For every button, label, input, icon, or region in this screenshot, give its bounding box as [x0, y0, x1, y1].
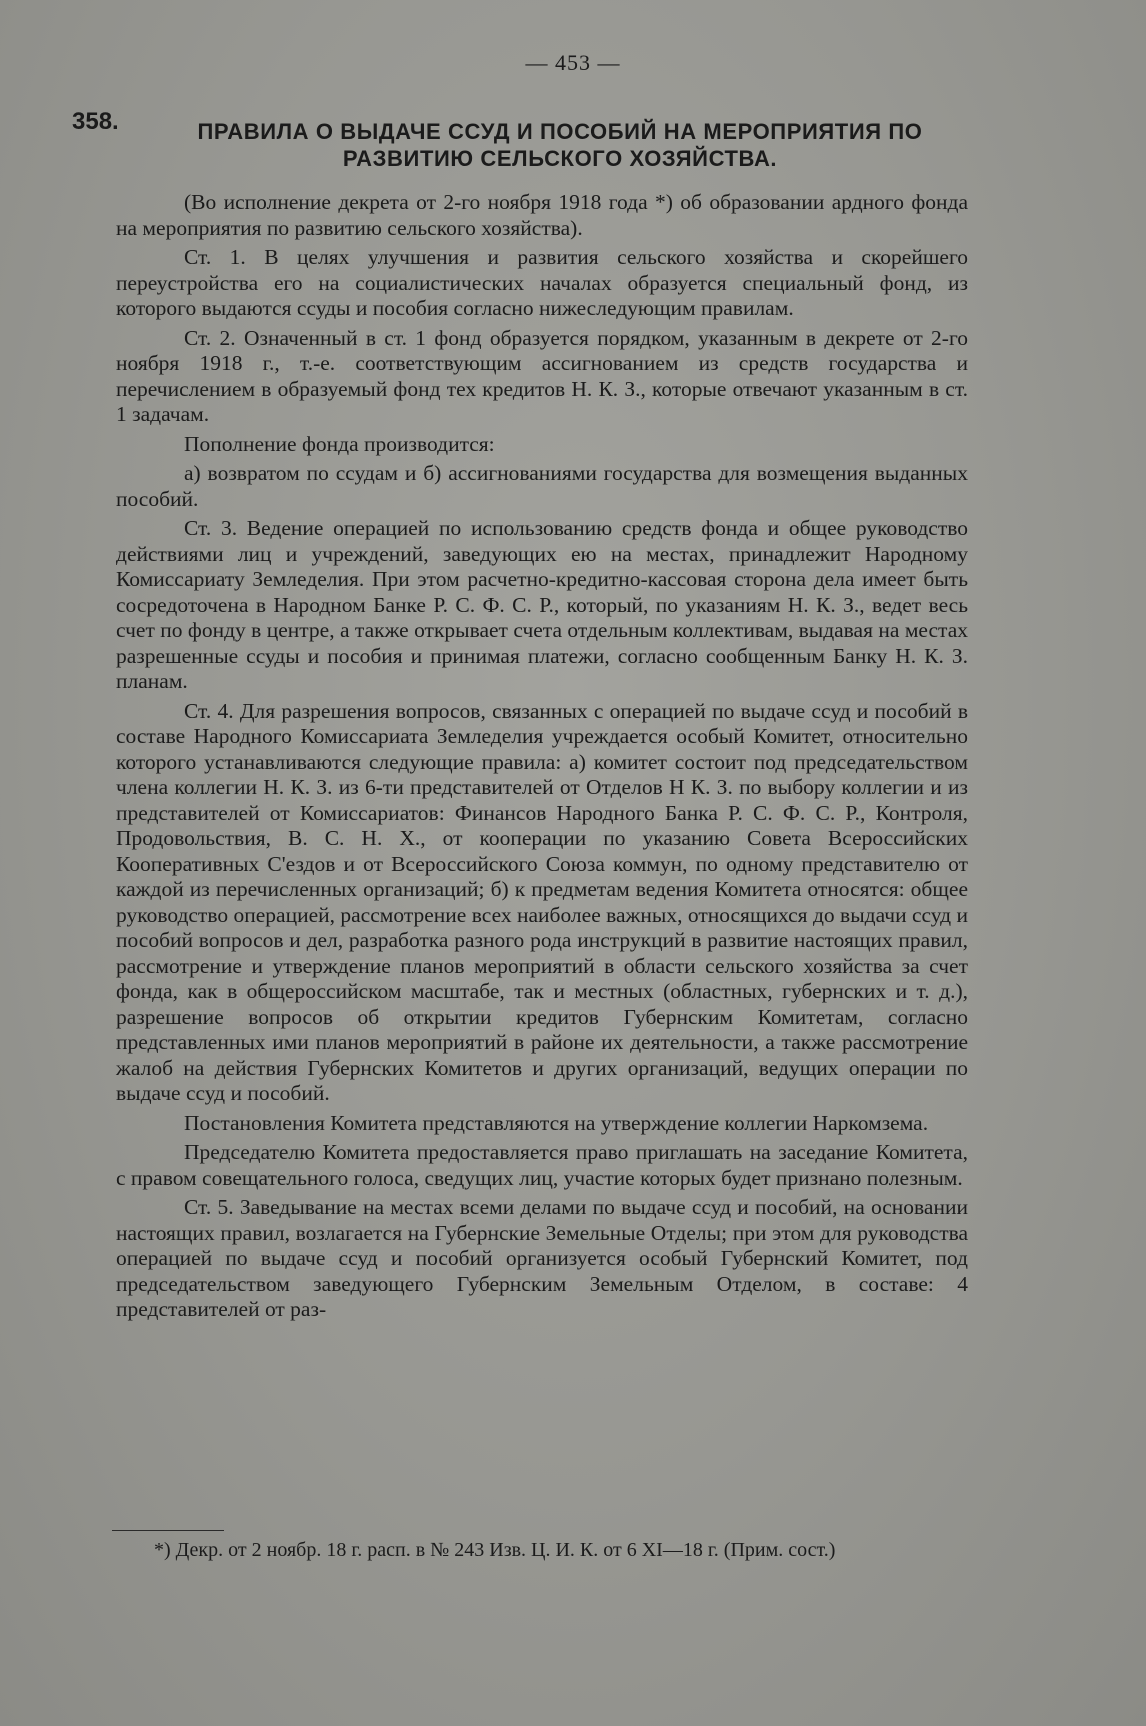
document-title [150, 118, 970, 172]
document-number: 358. [72, 108, 119, 135]
fund-replenishment-items-paragraph: а) возвратом по ссудам и б) ассигнованиями государства для возмещения выданных пособий. [116, 461, 968, 511]
document-body [116, 190, 968, 1327]
committee-resolutions-paragraph: Постановления Комитета представляются на утверждение коллегии Наркомзема. [184, 1110, 929, 1135]
page-number: — 453 — [525, 50, 621, 75]
chairman-rights-paragraph: Председателю Комитета предоставляется право приглашать на заседание Комитета, с правом совещательного голоса, сведущих лиц, участие которых будет признано полезным. [116, 1140, 968, 1190]
article-1-paragraph: Ст. 1. В целях улучшения и развития сельского хозяйства и скорейшего переустройства его на социалистических началах образуется специальный фонд, из которого выдаются ссуды и пособия согласно нижеследующим правилам. [116, 245, 968, 320]
preamble-paragraph: (Во исполнение декрета от 2-го ноября 1918 года *) об образовании ардного фонда на мероприятия по развитию сельского хозяйства). [116, 190, 968, 240]
document-title-line-1: ПРАВИЛА О ВЫДАЧЕ ССУД И ПОСОБИЙ НА МЕРОПРИЯТИЯ ПО [197, 119, 923, 144]
article-3-paragraph: Ст. 3. Ведение операцией по использованию средств фонда и общее руководство действиями лиц и учреждений, заведующих ею на местах, принадлежит Народному Комиссариату Земледелия. При этом расчетно-кредитно-кассовая сторона дела имеет быть сосредоточена в Народном Банке Р. С. Ф. С. Р., который, по указаниям Н. К. З., ведет весь счет по фонду в центре, а также открывает счета отдельным коллективам, выдавая на местах разрешенные ссуды и пособия и принимая платежи, согласно сообщенным Банку Н. К. З. планам. [116, 516, 968, 693]
fund-replenishment-paragraph: Пополнение фонда производится: [184, 431, 495, 456]
document-title-line-2: РАЗВИТИЮ СЕЛЬСКОГО ХОЗЯЙСТВА. [342, 146, 778, 171]
article-4-paragraph: Ст. 4. Для разрешения вопросов, связанных с операцией по выдаче ссуд и пособий в составе Народного Комиссариата Земледелия учреждается особый Комитет, относительно которого устанавливаются следующие правила: а) комитет состоит под председательством члена коллегии Н. К. З. из 6-ти представителей от Отделов Н К. З. по выбору коллегии и из представителей от Комиссариатов: Финансов Народного Банка Р. С. Ф. С. Р., Контроля, Продовольствия, В. С. Н. Х., от кооперации по указанию Совета Всероссийских Кооперативных С'ездов и от Всероссийского Союза коммун, по одному представителю от каждой из перечисленных организаций; б) к предметам ведения Комитета относятся: общее руководство операцией, рассмотрение всех наиболее важных, относящихся до выдачи ссуд и пособий вопросов и дел, разработка разного рода инструкций в развитие настоящих правил, рассмотрение и утверждение планов мероприятий в области сельского хозяйства за счет фонда, как в общероссийском масштабе, так и местных (областных, губернских и т. д.), разрешение вопросов об открытии кредитов Губернским Комитетам, согласно представленных ими планов мероприятий в районе их деятельности, а также рассмотрение жалоб на действия Губернских Комитетов и других организаций, ведущих операции по выдаче ссуд и пособий. [116, 698, 968, 1105]
footnote-divider [112, 1530, 224, 1531]
article-5-paragraph: Ст. 5. Заведывание на местах всеми делами по выдаче ссуд и пособий, на основании настоящих правил, возлагается на Губернские Земельные Отделы; при этом для руководства операцией по выдаче ссуд и пособий организуется особый Губернский Комитет, под председательством заведующего Губернским Земельным Отделом, в составе: 4 представителей от раз- [116, 1195, 968, 1321]
article-2-paragraph: Ст. 2. Означенный в ст. 1 фонд образуется порядком, указанным в декрете от 2-го ноября 1918 г., т.-е. соответствующим ассигнованием из средств государства и перечислением в образуемый фонд тех кредитов Н. К. З., которые отвечают указанным в ст. 1 задачам. [116, 325, 968, 426]
footnote: *) Декр. от 2 ноябр. 18 г. расп. в № 243 Изв. Ц. И. К. от 6 XI—18 г. (Прим. сост.) [154, 1539, 836, 1561]
